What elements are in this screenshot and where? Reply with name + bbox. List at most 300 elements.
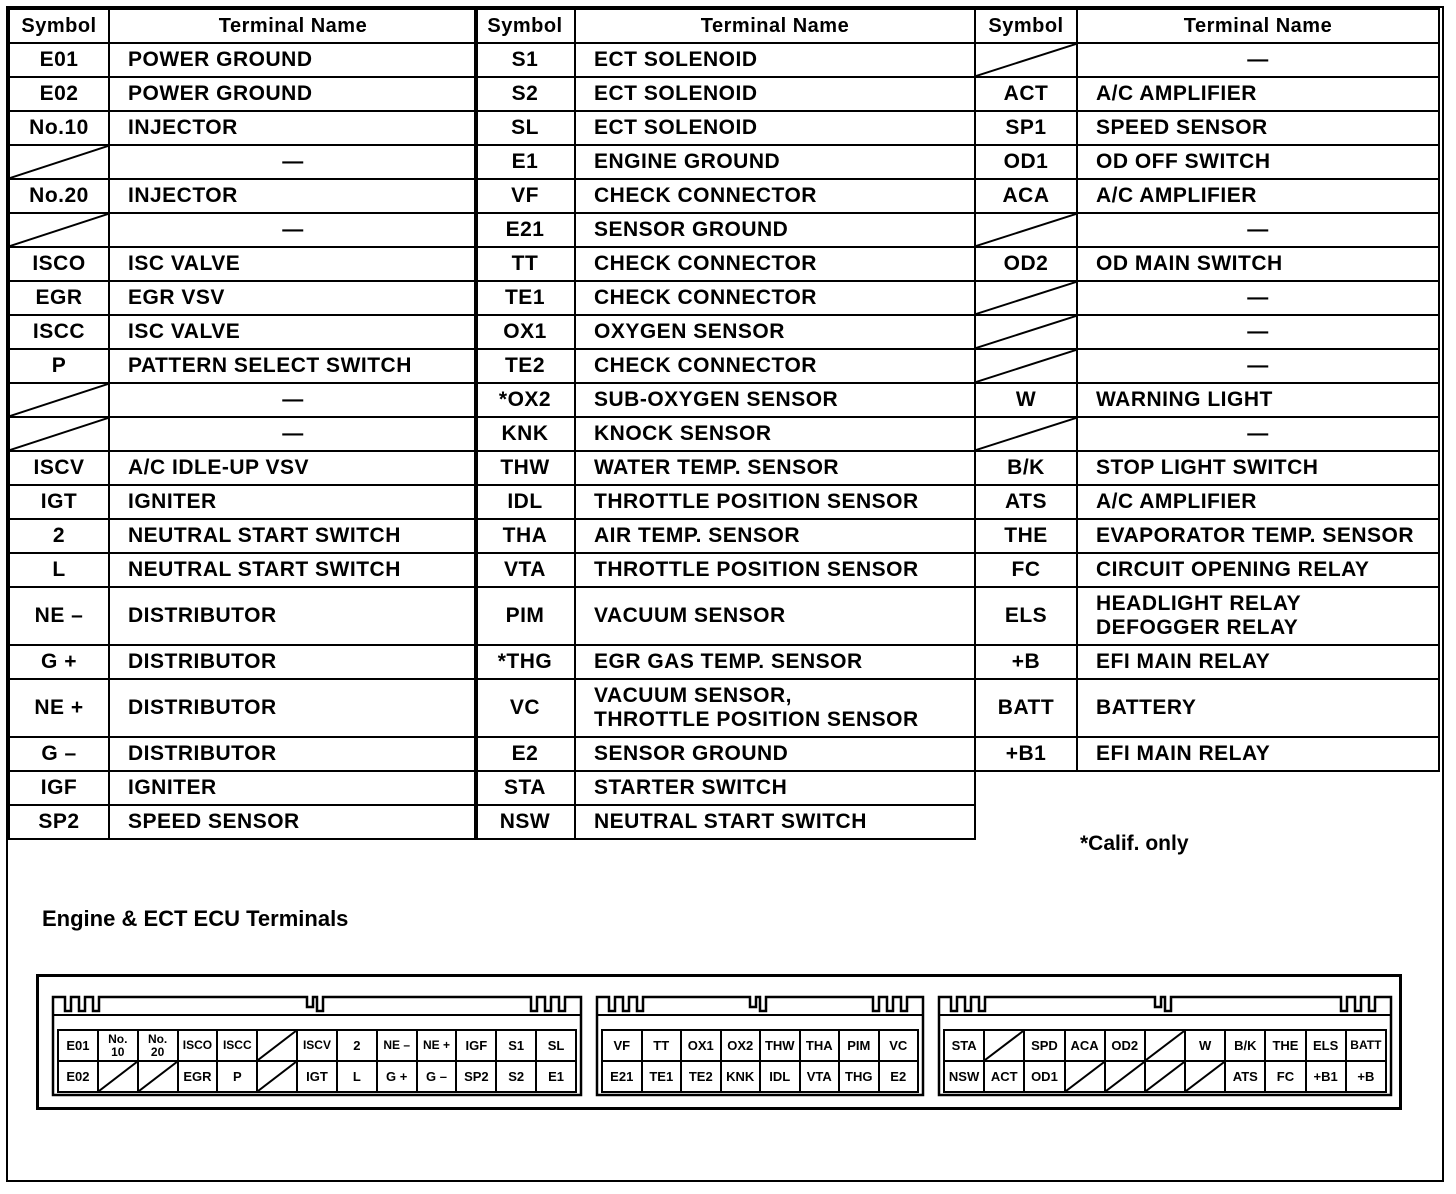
- table-row: [975, 77, 1439, 111]
- connector-pin: E1: [536, 1061, 576, 1092]
- connector-pin-row: [58, 1061, 576, 1092]
- connector-pin: [257, 1030, 297, 1061]
- header-row: [975, 9, 1439, 43]
- connector-pin: IDL: [760, 1061, 800, 1092]
- ecu-connector-diagram: [36, 974, 1402, 1110]
- terminal-name: CHECK CONNECTOR: [575, 247, 975, 281]
- connector-pin: +B1: [1306, 1061, 1346, 1092]
- terminal-symbol: W: [975, 383, 1077, 417]
- table-row: [9, 145, 477, 179]
- terminal-name: DISTRIBUTOR: [109, 679, 477, 737]
- connector-pin: TT: [642, 1030, 682, 1061]
- empty-slot-slash: [258, 1062, 296, 1091]
- connector-pin: THE: [1265, 1030, 1305, 1061]
- connector-pin: IGT: [297, 1061, 337, 1092]
- footnote: *Calif. only: [1080, 832, 1189, 855]
- symbol-header: Symbol: [975, 9, 1077, 43]
- terminal-name: SPEED SENSOR: [1077, 111, 1439, 145]
- terminal-name: EFI MAIN RELAY: [1077, 645, 1439, 679]
- table-row: [975, 213, 1439, 247]
- table-row: [9, 281, 477, 315]
- table-row: [475, 587, 975, 645]
- terminal-name: PATTERN SELECT SWITCH: [109, 349, 477, 383]
- terminal-symbol: SP1: [975, 111, 1077, 145]
- empty-slot-slash: [99, 1062, 137, 1091]
- terminal-symbol: [975, 417, 1077, 451]
- terminal-symbol: ISCV: [9, 451, 109, 485]
- connector-pin: [984, 1030, 1024, 1061]
- connector-pin: [98, 1061, 138, 1092]
- terminal-name: BATTERY: [1077, 679, 1439, 737]
- terminal-symbol: G +: [9, 645, 109, 679]
- terminal-symbol: ACA: [975, 179, 1077, 213]
- table-row: [9, 179, 477, 213]
- connector-pin: NE –: [377, 1030, 417, 1061]
- terminal-table-2: [474, 8, 976, 840]
- terminal-name: POWER GROUND: [109, 43, 477, 77]
- terminal-symbol: [975, 315, 1077, 349]
- empty-slot-slash: [10, 214, 108, 246]
- connector-pin: VF: [602, 1030, 642, 1061]
- table-row: [975, 247, 1439, 281]
- terminal-symbol: ISCO: [9, 247, 109, 281]
- table-row: [475, 485, 975, 519]
- terminal-name: —: [1077, 315, 1439, 349]
- table-row: [475, 349, 975, 383]
- terminal-name: POWER GROUND: [109, 77, 477, 111]
- connector-pin: W: [1185, 1030, 1225, 1061]
- terminal-symbol: B/K: [975, 451, 1077, 485]
- table-row: [975, 645, 1439, 679]
- terminal-name: IGNITER: [109, 771, 477, 805]
- table-row: [475, 805, 975, 839]
- connector-pin: ATS: [1225, 1061, 1265, 1092]
- table-row: [475, 281, 975, 315]
- terminal-symbol: E2: [475, 737, 575, 771]
- terminal-name: ENGINE GROUND: [575, 145, 975, 179]
- table-row: [975, 43, 1439, 77]
- terminal-symbol: VC: [475, 679, 575, 737]
- table-row: [475, 213, 975, 247]
- terminal-symbol: STA: [475, 771, 575, 805]
- connector-pin: P: [217, 1061, 257, 1092]
- terminal-symbol: SP2: [9, 805, 109, 839]
- connector-pin: OX1: [681, 1030, 721, 1061]
- connector-pin: SPD: [1024, 1030, 1064, 1061]
- table-row: [475, 451, 975, 485]
- connector-pin: EGR: [178, 1061, 218, 1092]
- connector-pin: ISCC: [217, 1030, 257, 1061]
- table-row: [475, 247, 975, 281]
- terminal-name: —: [1077, 349, 1439, 383]
- empty-slot-slash: [976, 44, 1076, 76]
- empty-slot-slash: [1186, 1062, 1224, 1091]
- table-row: [9, 349, 477, 383]
- terminal-diagram-page: [6, 6, 1444, 1182]
- connector-pin: OD1: [1024, 1061, 1064, 1092]
- connector-pin: E2: [879, 1061, 919, 1092]
- connector-pin: [1105, 1061, 1145, 1092]
- terminal-name: DISTRIBUTOR: [109, 645, 477, 679]
- terminal-name-line: THROTTLE POSITION SENSOR: [594, 708, 919, 731]
- table-row: [475, 737, 975, 771]
- connector-pin: No. 20: [138, 1030, 178, 1061]
- terminal-symbol: [975, 213, 1077, 247]
- symbol-header: Symbol: [9, 9, 109, 43]
- terminal-symbol: E21: [475, 213, 575, 247]
- terminal-name: A/C IDLE-UP VSV: [109, 451, 477, 485]
- connector-pin: ISCO: [178, 1030, 218, 1061]
- table-row: [9, 679, 477, 737]
- terminal-name: NEUTRAL START SWITCH: [109, 519, 477, 553]
- table-row: [975, 737, 1439, 771]
- terminal-symbol: VTA: [475, 553, 575, 587]
- table-row: [975, 315, 1439, 349]
- terminal-symbol: *OX2: [475, 383, 575, 417]
- terminal-name-header: Terminal Name: [109, 9, 477, 43]
- connector-pin: VC: [879, 1030, 919, 1061]
- terminal-symbol: 2: [9, 519, 109, 553]
- table-row: [975, 383, 1439, 417]
- terminal-symbol: [9, 213, 109, 247]
- header-row: [475, 9, 975, 43]
- table-row: [975, 519, 1439, 553]
- table-row: [9, 417, 477, 451]
- connector-pin: E02: [58, 1061, 98, 1092]
- terminal-name: NEUTRAL START SWITCH: [575, 805, 975, 839]
- empty-slot-slash: [139, 1062, 177, 1091]
- terminal-table-1: [8, 8, 478, 840]
- connector-pin: NE +: [417, 1030, 457, 1061]
- terminal-symbol: IDL: [475, 485, 575, 519]
- table-row: [475, 553, 975, 587]
- terminal-name-line: VACUUM SENSOR,: [594, 684, 792, 707]
- connector-pin: FC: [1265, 1061, 1305, 1092]
- table-row: [9, 485, 477, 519]
- table-row: [975, 349, 1439, 383]
- connector-pin: OX2: [721, 1030, 761, 1061]
- table-row: [475, 77, 975, 111]
- connector-2: [595, 993, 925, 1097]
- terminal-symbol: ATS: [975, 485, 1077, 519]
- connector-pin: 2: [337, 1030, 377, 1061]
- terminal-symbol: IGF: [9, 771, 109, 805]
- table-row: [9, 771, 477, 805]
- empty-slot-slash: [976, 316, 1076, 348]
- terminal-name: EVAPORATOR TEMP. SENSOR: [1077, 519, 1439, 553]
- empty-slot-slash: [1066, 1062, 1104, 1091]
- terminal-name: A/C AMPLIFIER: [1077, 77, 1439, 111]
- terminal-name: CHECK CONNECTOR: [575, 281, 975, 315]
- terminal-symbol: L: [9, 553, 109, 587]
- connector-pin: S1: [496, 1030, 536, 1061]
- terminal-name: A/C AMPLIFIER: [1077, 485, 1439, 519]
- empty-slot-slash: [976, 350, 1076, 382]
- terminal-name: EGR VSV: [109, 281, 477, 315]
- terminal-name: OD OFF SWITCH: [1077, 145, 1439, 179]
- terminal-symbol: TT: [475, 247, 575, 281]
- connector-pin: IGF: [456, 1030, 496, 1061]
- table-row: [475, 145, 975, 179]
- table-row: [475, 111, 975, 145]
- header-row: [9, 9, 477, 43]
- table-row: [9, 645, 477, 679]
- terminal-symbol: P: [9, 349, 109, 383]
- table-row: [475, 771, 975, 805]
- terminal-name: NEUTRAL START SWITCH: [109, 553, 477, 587]
- table-row: [9, 383, 477, 417]
- connector-pin: THA: [800, 1030, 840, 1061]
- terminal-symbol: E02: [9, 77, 109, 111]
- table-row: [475, 315, 975, 349]
- terminal-name: —: [109, 383, 477, 417]
- table-row: [475, 383, 975, 417]
- table-row: [975, 679, 1439, 737]
- terminal-symbol: G –: [9, 737, 109, 771]
- terminal-symbol: THE: [975, 519, 1077, 553]
- terminal-name: —: [109, 213, 477, 247]
- symbol-header: Symbol: [475, 9, 575, 43]
- connector-pin: SL: [536, 1030, 576, 1061]
- terminal-name: CIRCUIT OPENING RELAY: [1077, 553, 1439, 587]
- table-row: [9, 553, 477, 587]
- terminal-name: DISTRIBUTOR: [109, 737, 477, 771]
- connector-pin: +B: [1346, 1061, 1386, 1092]
- terminal-name: SPEED SENSOR: [109, 805, 477, 839]
- terminal-name: —: [1077, 281, 1439, 315]
- table-row: [975, 587, 1439, 645]
- terminal-name: THROTTLE POSITION SENSOR: [575, 553, 975, 587]
- terminal-symbol: KNK: [475, 417, 575, 451]
- table-row: [475, 645, 975, 679]
- empty-slot-slash: [10, 418, 108, 450]
- table-row: [9, 451, 477, 485]
- terminal-symbol: FC: [975, 553, 1077, 587]
- terminal-name: INJECTOR: [109, 179, 477, 213]
- connector-pin-row: [602, 1061, 918, 1092]
- table-row: [9, 805, 477, 839]
- terminal-symbol: PIM: [475, 587, 575, 645]
- connector-pin: TE2: [681, 1061, 721, 1092]
- terminal-table-3: [974, 8, 1440, 772]
- terminal-symbol: ELS: [975, 587, 1077, 645]
- connector-1: [51, 993, 583, 1097]
- terminal-symbol: [9, 145, 109, 179]
- terminal-symbol: THW: [475, 451, 575, 485]
- terminal-symbol: S2: [475, 77, 575, 111]
- connector-pin: L: [337, 1061, 377, 1092]
- terminal-name: KNOCK SENSOR: [575, 417, 975, 451]
- terminal-name: AIR TEMP. SENSOR: [575, 519, 975, 553]
- empty-slot-slash: [976, 214, 1076, 246]
- terminal-name: —: [109, 417, 477, 451]
- terminal-name: ISC VALVE: [109, 247, 477, 281]
- empty-slot-slash: [1146, 1031, 1184, 1060]
- terminal-symbol: [975, 281, 1077, 315]
- table-row: [9, 315, 477, 349]
- terminal-symbol: +B: [975, 645, 1077, 679]
- connector-pin: TE1: [642, 1061, 682, 1092]
- terminal-name: ISC VALVE: [109, 315, 477, 349]
- table-row: [9, 247, 477, 281]
- terminal-name: OXYGEN SENSOR: [575, 315, 975, 349]
- terminal-symbol: NE +: [9, 679, 109, 737]
- connector-pin-grid: [601, 1029, 919, 1093]
- table-row: [9, 213, 477, 247]
- connector-pin-grid: [943, 1029, 1387, 1093]
- terminal-symbol: [9, 383, 109, 417]
- terminal-name: ECT SOLENOID: [575, 111, 975, 145]
- terminal-name: ECT SOLENOID: [575, 43, 975, 77]
- terminal-name: SENSOR GROUND: [575, 213, 975, 247]
- empty-slot-slash: [1106, 1062, 1144, 1091]
- terminal-name: SUB-OXYGEN SENSOR: [575, 383, 975, 417]
- terminal-symbol: SL: [475, 111, 575, 145]
- empty-slot-slash: [976, 418, 1076, 450]
- terminal-symbol: ACT: [975, 77, 1077, 111]
- terminal-name: STARTER SWITCH: [575, 771, 975, 805]
- terminal-name: WATER TEMP. SENSOR: [575, 451, 975, 485]
- terminal-name: CHECK CONNECTOR: [575, 179, 975, 213]
- terminal-name-header: Terminal Name: [1077, 9, 1439, 43]
- connector-3: [937, 993, 1393, 1097]
- table-row: [9, 519, 477, 553]
- empty-slot-slash: [10, 384, 108, 416]
- table-row: [9, 737, 477, 771]
- connector-pin: E21: [602, 1061, 642, 1092]
- terminal-symbol: *THG: [475, 645, 575, 679]
- terminal-symbol: E01: [9, 43, 109, 77]
- connector-pin-grid: [57, 1029, 577, 1093]
- terminal-symbol: BATT: [975, 679, 1077, 737]
- connector-pin: [1185, 1061, 1225, 1092]
- terminal-name-header: Terminal Name: [575, 9, 975, 43]
- terminal-symbol: EGR: [9, 281, 109, 315]
- connector-pin: THW: [760, 1030, 800, 1061]
- connector-pin-row: [58, 1030, 576, 1061]
- connector-pin: S2: [496, 1061, 536, 1092]
- terminal-name: ECT SOLENOID: [575, 77, 975, 111]
- empty-slot-slash: [1146, 1062, 1184, 1091]
- terminal-name-line: DEFOGGER RELAY: [1096, 616, 1299, 639]
- connector-pin: VTA: [800, 1061, 840, 1092]
- connector-pin: [257, 1061, 297, 1092]
- connector-pin: KNK: [721, 1061, 761, 1092]
- empty-slot-slash: [976, 282, 1076, 314]
- connector-pin: E01: [58, 1030, 98, 1061]
- terminal-name: —: [1077, 43, 1439, 77]
- table-row: [975, 417, 1439, 451]
- terminal-name: —: [1077, 213, 1439, 247]
- terminal-symbol: VF: [475, 179, 575, 213]
- table-row: [975, 451, 1439, 485]
- terminal-symbol: THA: [475, 519, 575, 553]
- terminal-name: SENSOR GROUND: [575, 737, 975, 771]
- terminal-name: —: [109, 145, 477, 179]
- connector-pin: [138, 1061, 178, 1092]
- empty-slot-slash: [10, 146, 108, 178]
- terminal-symbol: [9, 417, 109, 451]
- connector-pin: No. 10: [98, 1030, 138, 1061]
- connector-pin: PIM: [839, 1030, 879, 1061]
- table-row: [9, 43, 477, 77]
- terminal-name: EGR GAS TEMP. SENSOR: [575, 645, 975, 679]
- table-row: [9, 111, 477, 145]
- terminal-symbol: S1: [475, 43, 575, 77]
- terminal-symbol: TE1: [475, 281, 575, 315]
- connector-pin: ELS: [1306, 1030, 1346, 1061]
- table-row: [9, 587, 477, 645]
- terminal-symbol: IGT: [9, 485, 109, 519]
- connector-pin: STA: [944, 1030, 984, 1061]
- connector-pin: B/K: [1225, 1030, 1265, 1061]
- terminal-name: WARNING LIGHT: [1077, 383, 1439, 417]
- terminal-symbol: OD2: [975, 247, 1077, 281]
- terminal-name: THROTTLE POSITION SENSOR: [575, 485, 975, 519]
- table-row: [975, 111, 1439, 145]
- table-row: [475, 679, 975, 737]
- terminal-name: DISTRIBUTOR: [109, 587, 477, 645]
- terminal-name: STOP LIGHT SWITCH: [1077, 451, 1439, 485]
- terminal-name: [1077, 587, 1439, 645]
- table-row: [9, 77, 477, 111]
- connector-pin-row: [602, 1030, 918, 1061]
- terminal-symbol: [975, 43, 1077, 77]
- connector-pin: [1065, 1061, 1105, 1092]
- connector-pin: BATT: [1346, 1030, 1386, 1061]
- connector-pin-row: [944, 1030, 1386, 1061]
- table-row: [475, 179, 975, 213]
- connector-pin: SP2: [456, 1061, 496, 1092]
- connector-pin: ACT: [984, 1061, 1024, 1092]
- terminal-name: INJECTOR: [109, 111, 477, 145]
- terminal-symbol: +B1: [975, 737, 1077, 771]
- connector-pin: ACA: [1065, 1030, 1105, 1061]
- connector-pin: NSW: [944, 1061, 984, 1092]
- table-row: [475, 43, 975, 77]
- terminal-name: OD MAIN SWITCH: [1077, 247, 1439, 281]
- table-row: [975, 145, 1439, 179]
- terminal-symbol: [975, 349, 1077, 383]
- connector-pin: G +: [377, 1061, 417, 1092]
- terminal-symbol: ISCC: [9, 315, 109, 349]
- table-row: [475, 519, 975, 553]
- terminal-name: A/C AMPLIFIER: [1077, 179, 1439, 213]
- terminal-symbol: No.20: [9, 179, 109, 213]
- connector-pin: ISCV: [297, 1030, 337, 1061]
- terminal-name-line: HEADLIGHT RELAY: [1096, 592, 1302, 615]
- terminal-name: CHECK CONNECTOR: [575, 349, 975, 383]
- table-row: [975, 281, 1439, 315]
- connector-pin: [1145, 1061, 1185, 1092]
- terminal-name: VACUUM SENSOR: [575, 587, 975, 645]
- connector-pin: OD2: [1105, 1030, 1145, 1061]
- connector-pin: THG: [839, 1061, 879, 1092]
- empty-slot-slash: [258, 1031, 296, 1060]
- terminal-symbol: NSW: [475, 805, 575, 839]
- empty-slot-slash: [985, 1031, 1023, 1060]
- table-row: [975, 179, 1439, 213]
- table-row: [975, 485, 1439, 519]
- ecu-title: Engine & ECT ECU Terminals: [42, 906, 349, 931]
- terminal-symbol: NE –: [9, 587, 109, 645]
- connector-pin-row: [944, 1061, 1386, 1092]
- terminal-name: EFI MAIN RELAY: [1077, 737, 1439, 771]
- terminal-symbol: E1: [475, 145, 575, 179]
- terminal-name: IGNITER: [109, 485, 477, 519]
- terminal-symbol: TE2: [475, 349, 575, 383]
- terminal-symbol: OX1: [475, 315, 575, 349]
